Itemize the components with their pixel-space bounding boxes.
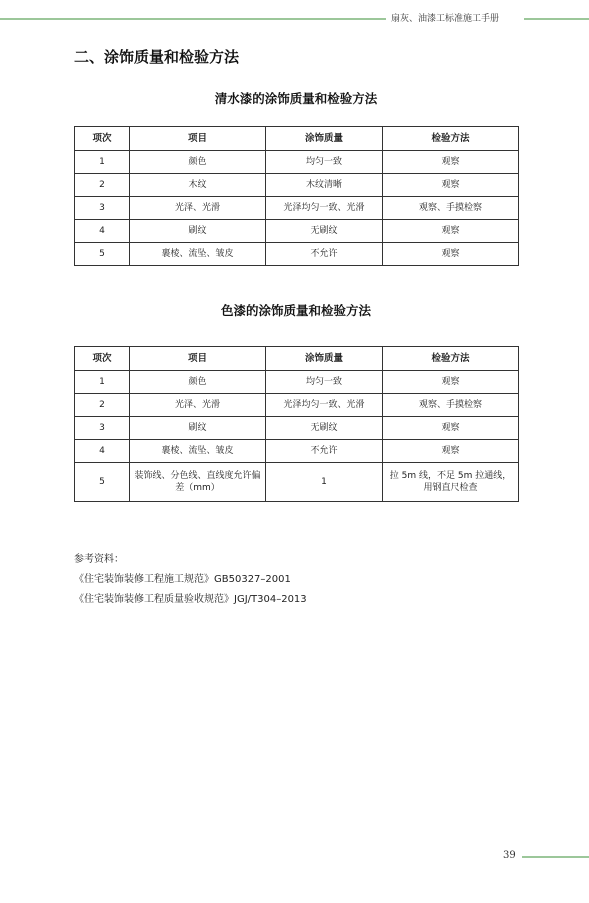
table-cell: 观察、手摸检察 <box>383 394 519 417</box>
header-cell: 检验方法 <box>383 347 519 371</box>
section-title: 二、涂饰质量和检验方法 <box>74 48 240 66</box>
table-cell: 均匀一致 <box>266 151 383 174</box>
table-1-title: 清水漆的涂饰质量和检验方法 <box>214 91 378 106</box>
table-cell: 观察 <box>383 417 519 440</box>
table-cell: 4 <box>75 440 130 463</box>
table-cell: 5 <box>75 463 130 502</box>
header-rule-right <box>524 18 589 20</box>
table-header-row <box>75 127 519 151</box>
table-cell: 3 <box>75 417 130 440</box>
table-cell: 光泽、光滑 <box>130 197 266 220</box>
table-cell: 光泽、光滑 <box>130 394 266 417</box>
header-cell: 项次 <box>75 347 130 371</box>
references <box>74 550 307 610</box>
header-cell: 检验方法 <box>383 127 519 151</box>
table-cell: 无刷纹 <box>266 417 383 440</box>
table-cell: 不允许 <box>266 440 383 463</box>
table-cell: 均匀一致 <box>266 371 383 394</box>
table-row <box>75 174 519 197</box>
table-cell: 木纹清晰 <box>266 174 383 197</box>
table-cell: 颜色 <box>130 151 266 174</box>
table-cell: 拉 5m 线，不足 5m 拉通线，用钢直尺检查 <box>383 463 519 502</box>
table-row <box>75 463 519 502</box>
table-cell: 刷纹 <box>130 417 266 440</box>
table-cell: 观察 <box>383 243 519 266</box>
table-cell: 观察、手摸检察 <box>383 197 519 220</box>
table-row <box>75 394 519 417</box>
table-cell: 3 <box>75 197 130 220</box>
table-2-title: 色漆的涂饰质量和检验方法 <box>220 303 371 318</box>
table-color-paint <box>74 346 519 502</box>
table-cell: 光泽均匀一致、光滑 <box>266 197 383 220</box>
table-row <box>75 220 519 243</box>
header-cell: 项目 <box>130 347 266 371</box>
table-cell: 刷纹 <box>130 220 266 243</box>
table-cell: 无刷纹 <box>266 220 383 243</box>
page-number: 39 <box>503 850 516 861</box>
table-cell: 观察 <box>383 371 519 394</box>
table-cell: 观察 <box>383 440 519 463</box>
table-cell: 5 <box>75 243 130 266</box>
references-label: 参考资料： <box>74 554 124 565</box>
reference-item: 《住宅装饰装修工程施工规范》GB50327–2001 <box>74 574 291 585</box>
table-cell: 1 <box>75 151 130 174</box>
table-cell: 观察 <box>383 174 519 197</box>
table-cell: 木纹 <box>130 174 266 197</box>
table-cell: 光泽均匀一致、光滑 <box>266 394 383 417</box>
table-row <box>75 151 519 174</box>
table-cell: 1 <box>266 463 383 502</box>
footer-rule <box>522 856 589 858</box>
table-cell: 裹棱、流坠、皱皮 <box>130 243 266 266</box>
header-rule-left <box>0 18 386 20</box>
table-cell: 4 <box>75 220 130 243</box>
table-cell: 2 <box>75 394 130 417</box>
header-cell: 项目 <box>130 127 266 151</box>
table-cell: 不允许 <box>266 243 383 266</box>
table-row <box>75 371 519 394</box>
table-cell: 裹棱、流坠、皱皮 <box>130 440 266 463</box>
table-row <box>75 243 519 266</box>
table-cell: 观察 <box>383 220 519 243</box>
header-cell: 项次 <box>75 127 130 151</box>
reference-item: 《住宅装饰装修工程质量验收规范》JGJ/T304–2013 <box>74 594 307 605</box>
header-cell: 涂饰质量 <box>266 347 383 371</box>
table-cell: 1 <box>75 371 130 394</box>
table-cell: 装饰线、分色线、直线度允许偏差（mm） <box>130 463 266 502</box>
running-header: 扇灰、油漆工标准施工手册 <box>391 14 500 24</box>
table-cell: 观察 <box>383 151 519 174</box>
table-row <box>75 417 519 440</box>
table-row <box>75 197 519 220</box>
table-clear-varnish <box>74 126 519 266</box>
table-header-row <box>75 347 519 371</box>
table-cell: 2 <box>75 174 130 197</box>
header-cell: 涂饰质量 <box>266 127 383 151</box>
table-cell: 颜色 <box>130 371 266 394</box>
table-row <box>75 440 519 463</box>
